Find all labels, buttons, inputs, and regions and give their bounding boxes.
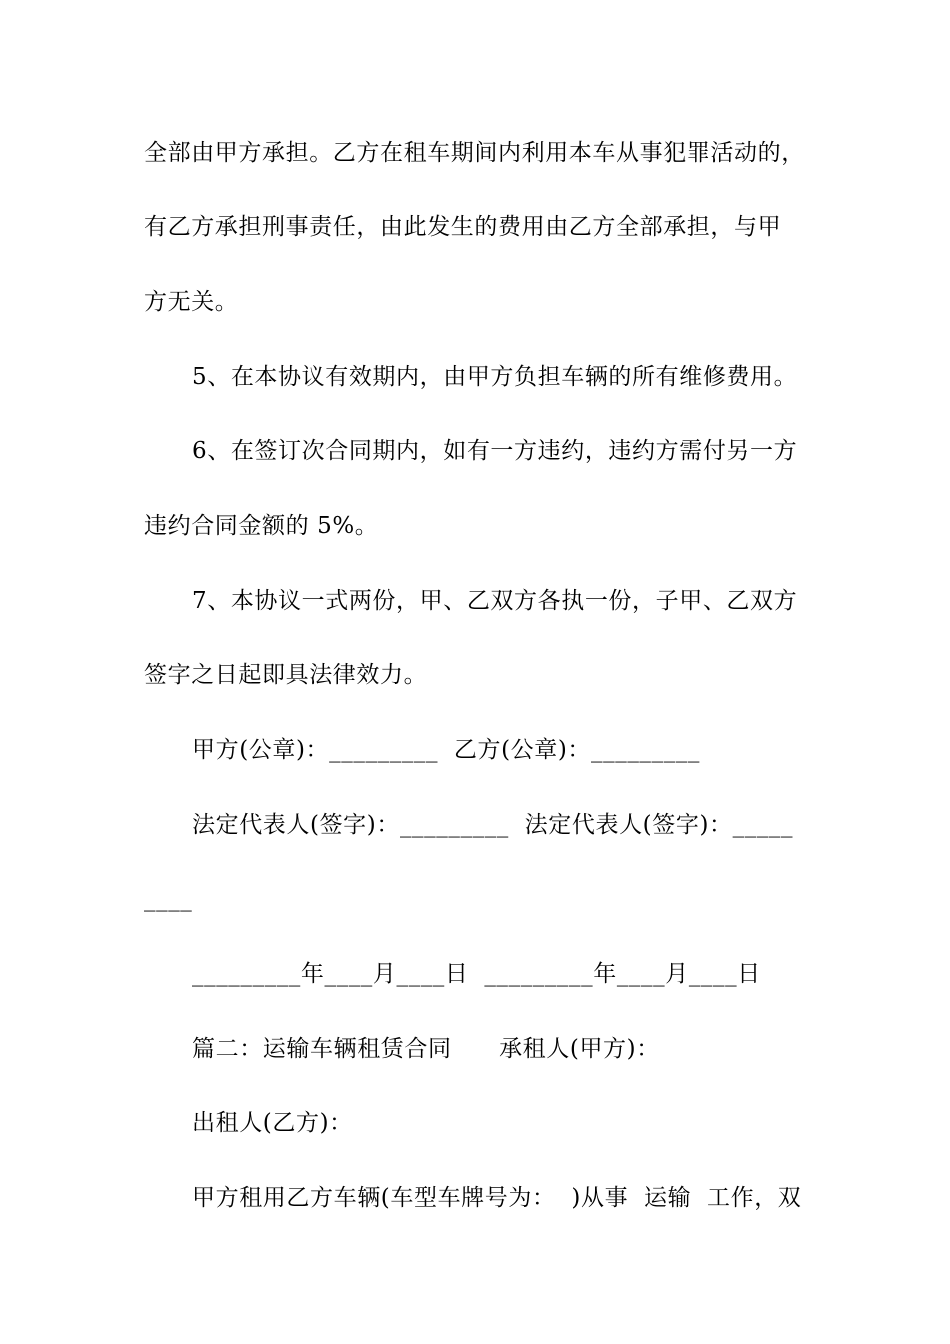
lessor-line: 出租人(乙方)： [192,1110,353,1136]
clause-5: 5、在本协议有效期内，由甲方负担车辆的所有维修费用。 [192,364,798,390]
section-heading: 篇二：运输车辆租赁合同 承租人(甲方)： [192,1036,660,1062]
date-line: _________年____月____日 _________年____月____日 [192,961,761,987]
paragraph-line: 签字之日起即具法律效力。 [144,662,428,688]
signature-line: 法定代表人(签字)：_________ 法定代表人(签字)：_____ [192,812,794,838]
paragraph-line: 全部由甲方承担。乙方在租车期间内利用本车从事犯罪活动的， [144,140,805,166]
paragraph-line: 甲方租用乙方车辆(车型车牌号为： )从事 运输 工作，双 [192,1185,802,1211]
paragraph-line: 方无关。 [144,289,239,315]
clause-7: 7、本协议一式两份，甲、乙双方各执一份，子甲、乙双方 [192,588,798,614]
seal-line: 甲方(公章)：_________ 乙方(公章)：_________ [192,737,700,763]
signature-line-continued: ____ [144,886,193,912]
paragraph-line: 有乙方承担刑事责任，由此发生的费用由乙方全部承担，与甲 [144,214,782,240]
clause-6: 6、在签订次合同期内，如有一方违约，违约方需付另一方 [192,438,798,464]
paragraph-line: 违约合同金额的 5%。 [144,513,379,539]
